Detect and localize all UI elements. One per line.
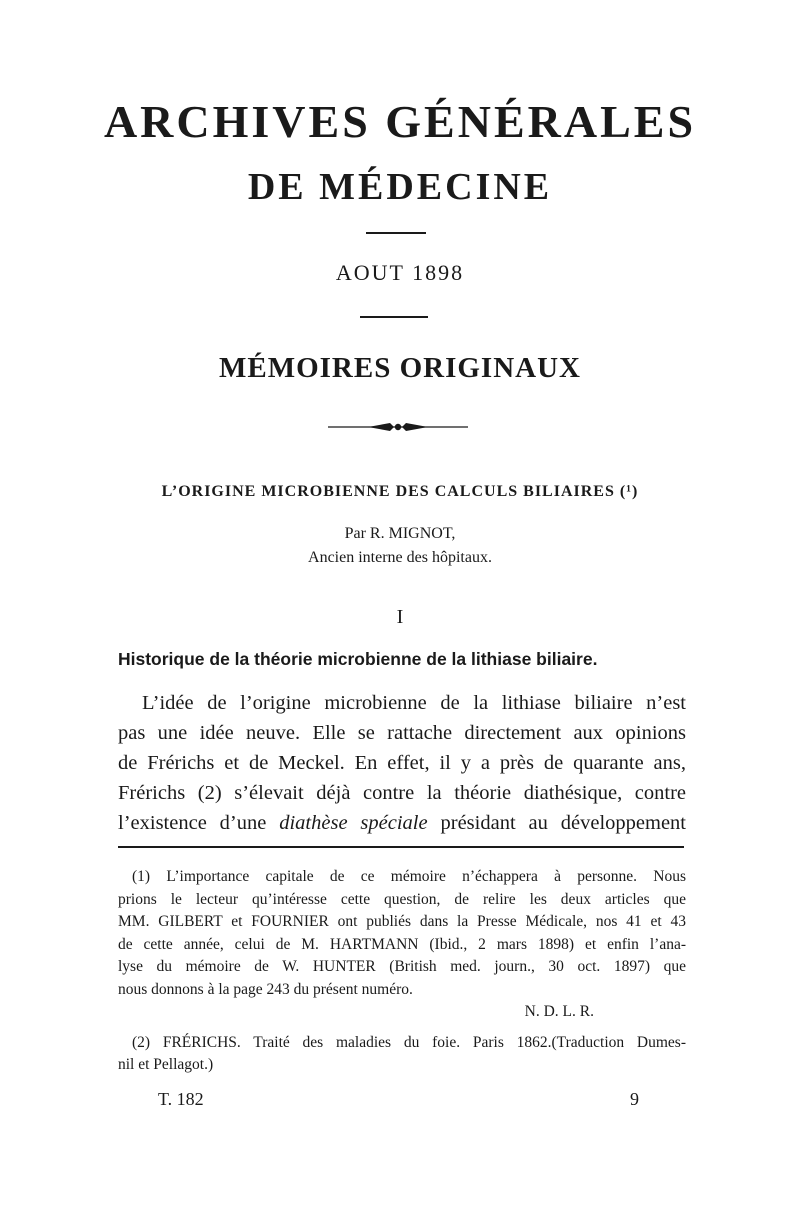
- body-paragraph: [118, 688, 686, 838]
- journal-subtitle: DE MÉDECINE: [247, 166, 553, 208]
- part-number: I: [396, 606, 404, 628]
- body-text-run: l’existence d’une: [118, 812, 280, 834]
- author-role: Ancien interne des hôpitaux.: [308, 549, 492, 566]
- footnote-rule: [118, 846, 684, 848]
- article-author: Par R. MIGNOT,: [344, 525, 456, 542]
- divider-rule: [360, 316, 428, 318]
- footnotes: [118, 866, 686, 1077]
- body-line: L’idée de l’origine microbienne de la lithiase biliaire n’est: [142, 692, 686, 714]
- section-title: MÉMOIRES ORIGINAUX: [219, 352, 581, 384]
- section-heading: Historique de la théorie microbienne de la lithiase biliaire.: [118, 649, 598, 669]
- journal-title: ARCHIVES GÉNÉRALES: [103, 96, 697, 147]
- footnote-line: de cette année, celui de M. HARTMANN (Ibid., 2 mars 1898) et enfin l’ana-: [118, 935, 686, 953]
- footnote-line: (2) FRÉRICHS. Traité des maladies du foie. Paris 1862.(Traduction Dumes-: [132, 1033, 686, 1051]
- footnote-signature: N. D. L. R.: [524, 1003, 594, 1020]
- volume-number: T. 182: [158, 1089, 204, 1109]
- body-italic-run: diathèse spéciale: [279, 812, 428, 834]
- footnote-spacer: [118, 1024, 686, 1032]
- body-line: de Frérichs et de Meckel. En effet, il y a près de quarante ans,: [118, 752, 686, 774]
- page-number: 9: [630, 1089, 639, 1109]
- footnote-line: (1) L’importance capitale de ce mémoire n’échappera à personne. Nous: [132, 868, 686, 885]
- footnote-line: prions le lecteur qu’intéresse cette question, de relire les deux articles que: [118, 890, 686, 908]
- ornament-divider: [328, 420, 468, 434]
- body-line: pas une idée neuve. Elle se rattache directement aux opinions: [118, 722, 686, 744]
- article-title: [0, 478, 800, 506]
- footnote-line: lyse du mémoire de W. HUNTER (British med. journ., 30 oct. 1897) que: [118, 958, 686, 975]
- body-line: Frérichs (2) s’élevait déjà contre la théorie diathésique, contre: [118, 782, 686, 804]
- article-title-note: (¹): [619, 483, 639, 500]
- issue-date: AOUT 1898: [335, 260, 465, 285]
- footnote-line: MM. GILBERT et FOURNIER ont publiés dans la Presse Médicale, nos 41 et 43: [118, 913, 686, 930]
- footnote-line: nil et Pellagot.): [118, 1056, 214, 1073]
- article-title-text: L’ORIGINE MICROBIENNE DES CALCULS BILIAIRES: [161, 483, 615, 500]
- footnote-line: nous donnons à la page 243 du présent numéro.: [118, 980, 413, 998]
- body-text-run: présidant au développement: [427, 812, 686, 834]
- divider-rule: [366, 232, 426, 234]
- body-line: [118, 808, 686, 838]
